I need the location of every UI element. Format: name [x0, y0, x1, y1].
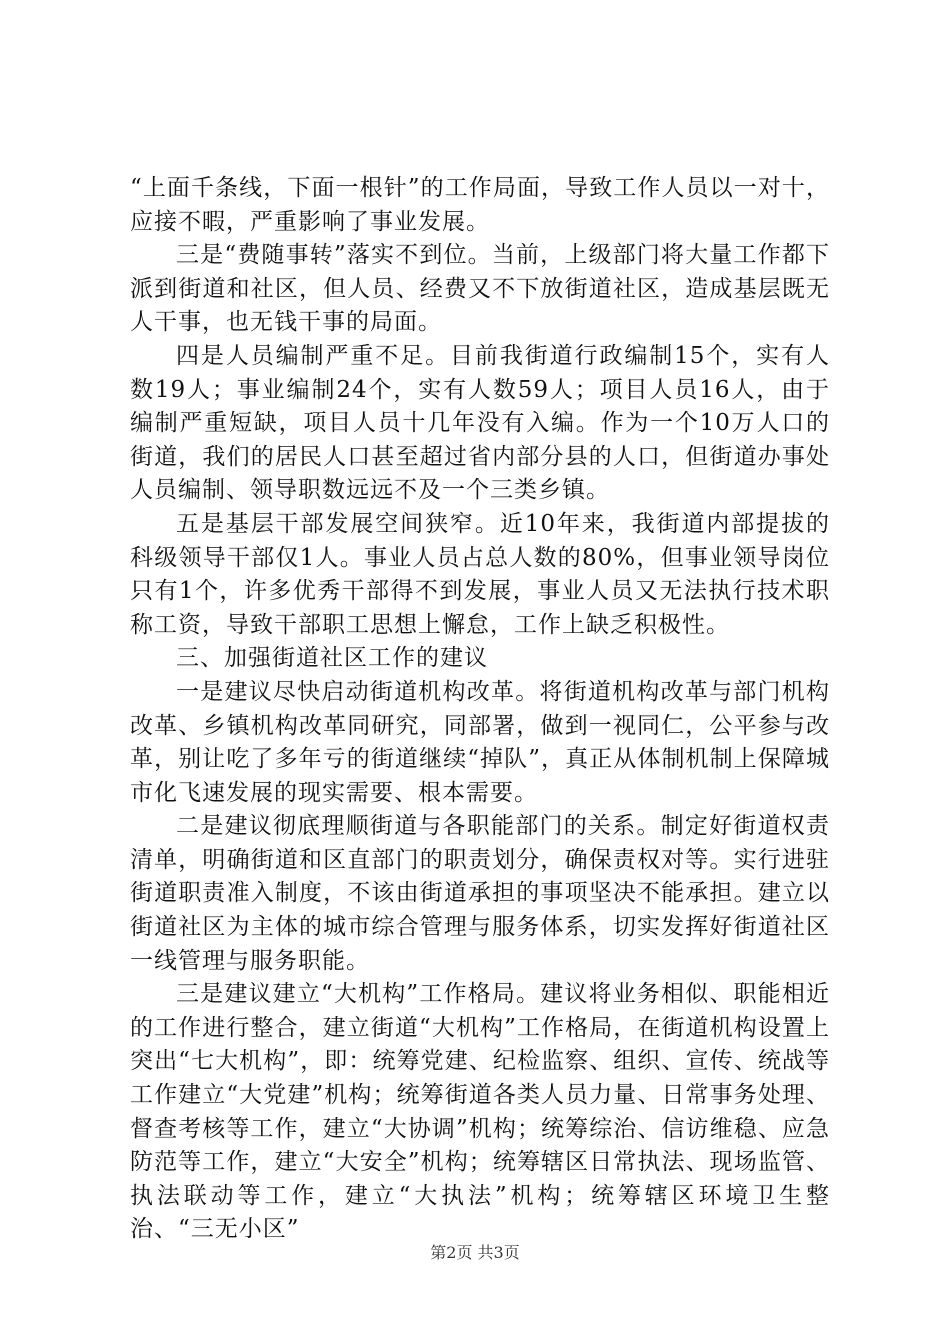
page-footer: 第2页 共3页	[430, 1243, 520, 1262]
body-text	[130, 172, 830, 1247]
section-heading: 三、加强街道社区工作的建议	[176, 645, 488, 672]
paragraph-staffing-issue: 四是人员编制严重不足。目前我街道行政编制15个，实有人数19人；事业编制24个，实有人数59人；项目人员16人，由于编制严重短缺，项目人员十几年没有入编。作为一个10万人口的街道，我们的居民人口甚至超过省内部分县的人口，但街道办事处人员编制、领导职数远远不及一个三类乡镇。	[130, 342, 830, 504]
paragraph-career-issue: 五是基层干部发展空间狭窄。近10年来，我街道内部提拔的科级领导干部仅1人。事业人员占总人数的80%，但事业领导岗位只有1个，许多优秀干部得不到发展，事业人员又无法执行技术职称工资，导致干部职工思想上懈怠，工作上缺乏积极性。	[130, 510, 830, 638]
paragraph-continued: “上面千条线，下面一根针”的工作局面，导致工作人员以一对十，应接不暇，严重影响了事业发展。	[130, 175, 830, 235]
paragraph-funding-issue: 三是“费随事转”落实不到位。当前，上级部门将大量工作都下派到街道和社区，但人员、经费又不下放街道社区，造成基层既无人干事，也无钱干事的局面。	[130, 242, 830, 336]
paragraph-suggestion-1: 一是建议尽快启动街道机构改革。将街道机构改革与部门机构改革、乡镇机构改革同研究，同部署，做到一视同仁，公平参与改革，别让吃了多年亏的街道继续“掉队”，真正从体制机制上保障城市化飞速发展的现实需要、根本需要。	[130, 678, 830, 806]
paragraph-suggestion-2: 二是建议彻底理顺街道与各职能部门的关系。制定好街道权责清单，明确街道和区直部门的职责划分，确保责权对等。实行进驻街道职责准入制度，不该由街道承担的事项坚决不能承担。建立以街道社区为主体的城市综合管理与服务体系，切实发挥好街道社区一线管理与服务职能。	[130, 813, 830, 974]
paragraph-suggestion-3: 三是建议建立“大机构”工作格局。建议将业务相似、职能相近的工作进行整合，建立街道“大机构”工作格局，在街道机构设置上突出“七大机构”，即：统筹党建、纪检监察、组织、宣传、统战等工作建立“大党建”机构；统筹街道各类人员力量、日常事务处理、督查考核等工作，建立“大协调”机构；统筹综治、信访维稳、应急防范等工作，建立“大安全”机构；统筹辖区日常执法、现场监管、执法联动等工作，建立“大执法”机构；统筹辖区环境卫生整治、“三无小区”	[130, 981, 830, 1243]
